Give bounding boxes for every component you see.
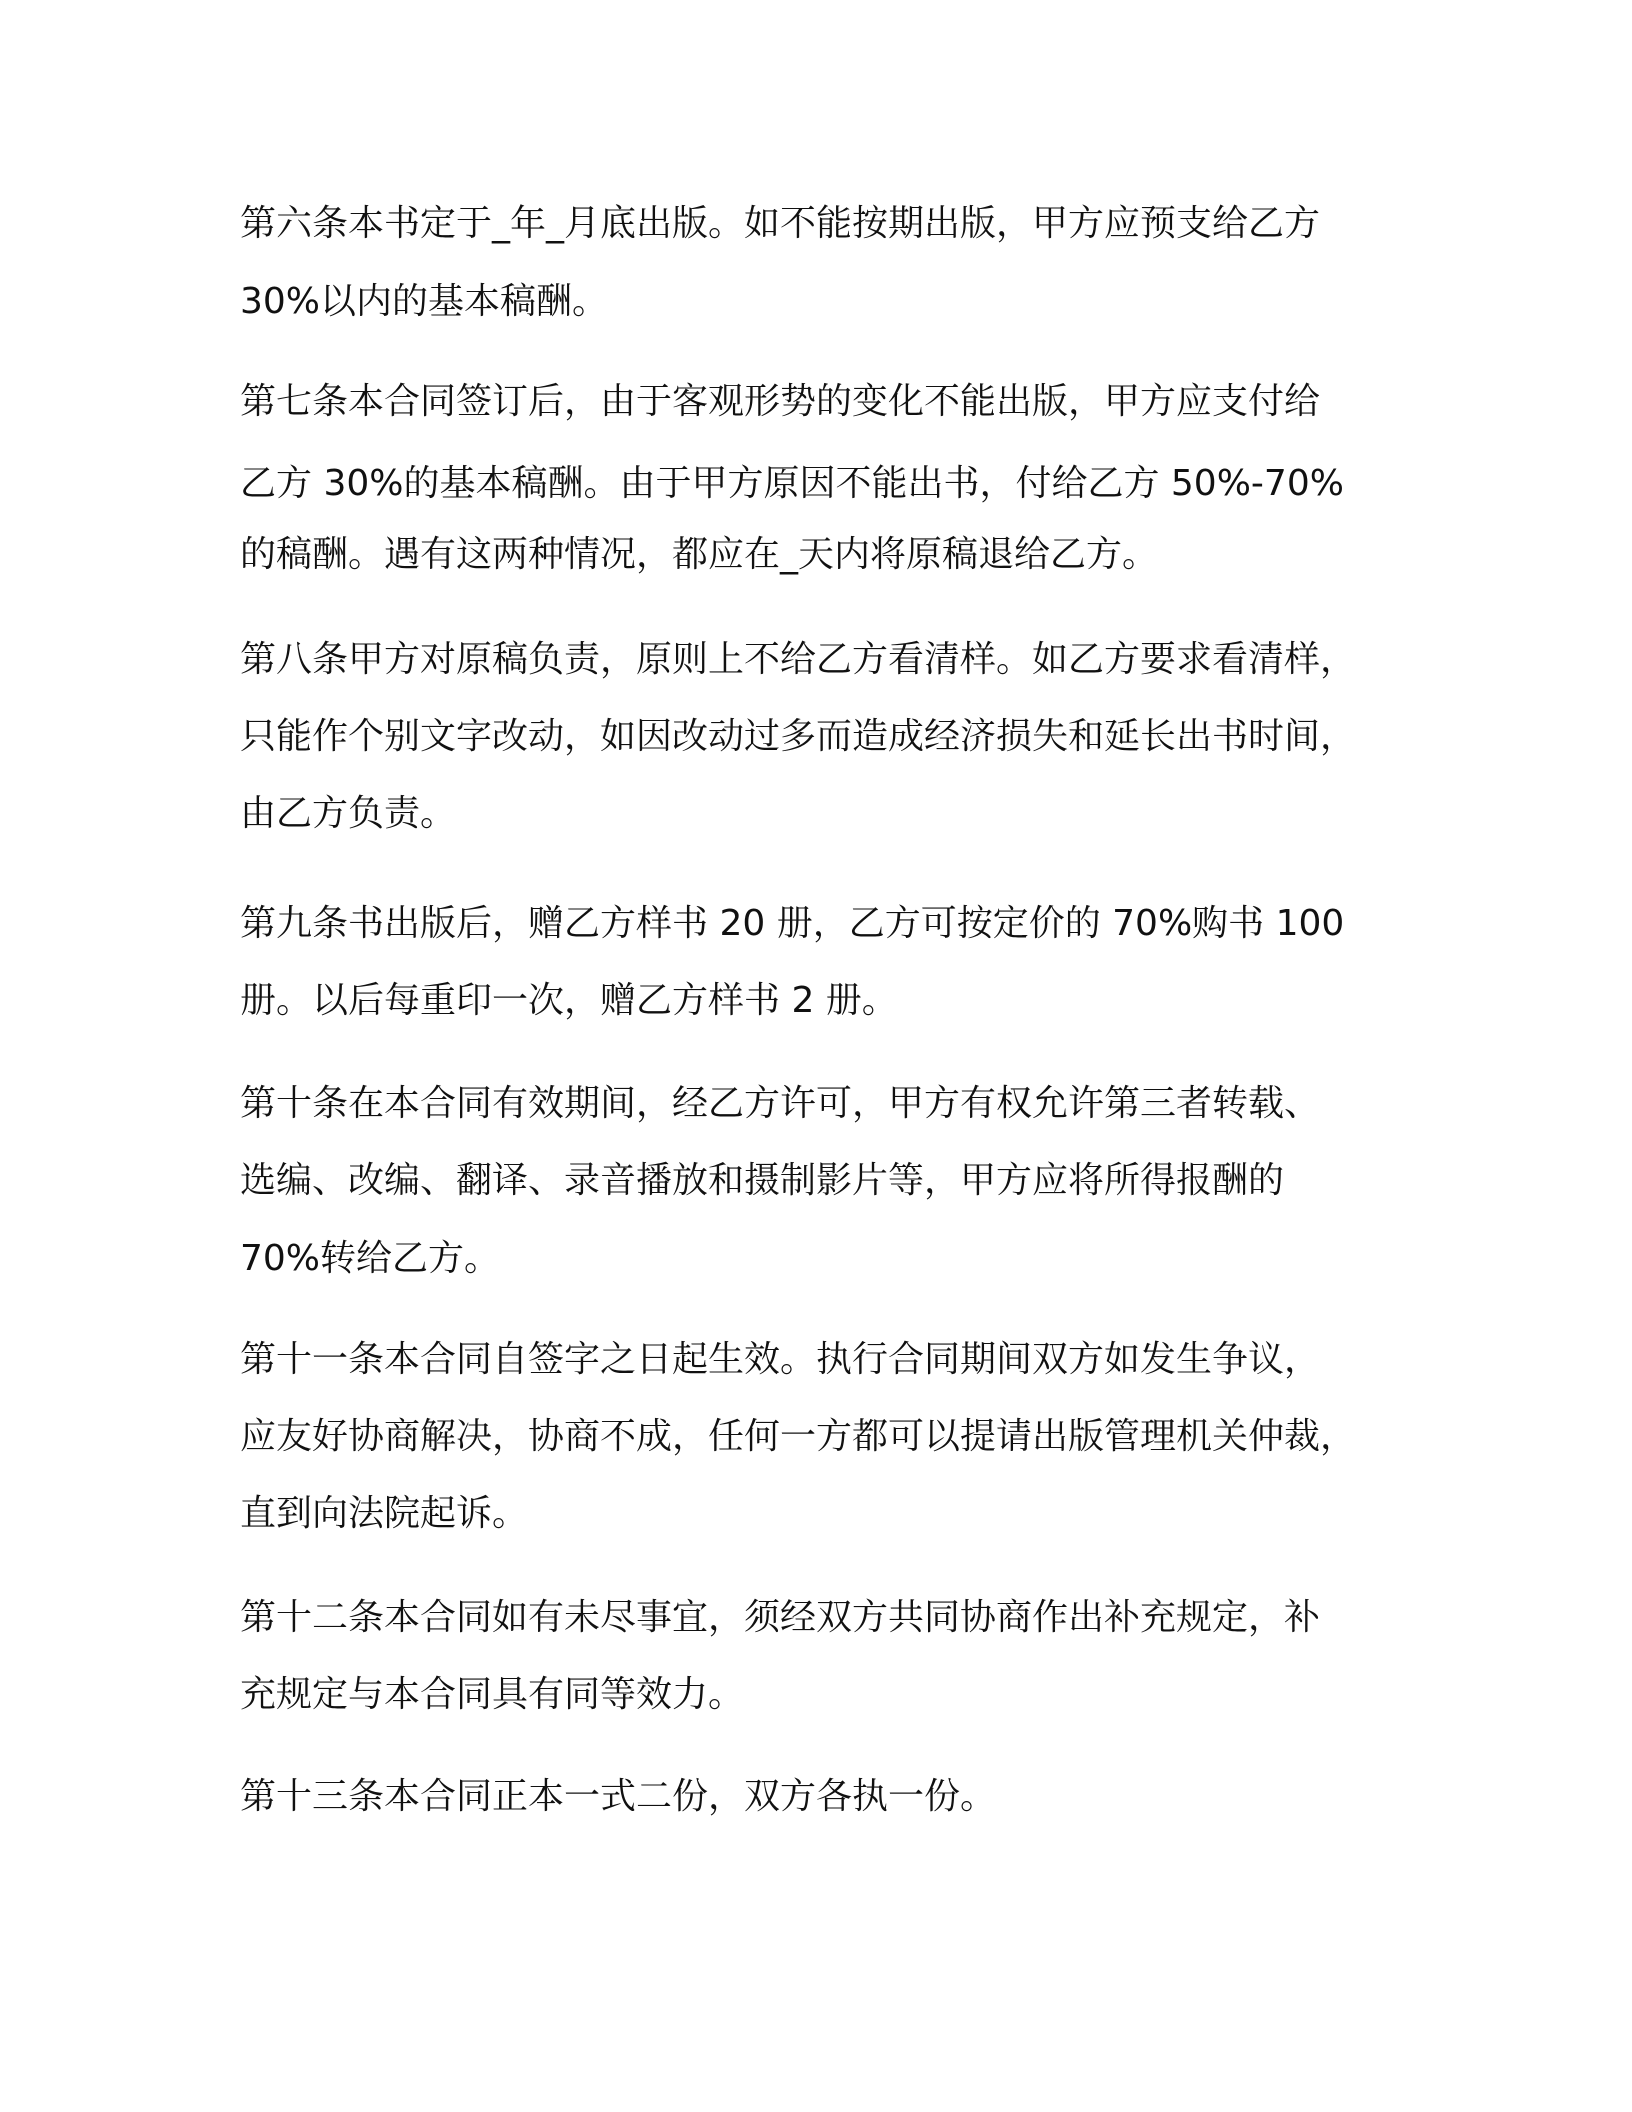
article-11-line-2: 应友好协商解决，协商不成，任何一方都可以提请出版管理机关仲裁， [240,1416,1357,1457]
article-8-line-2: 只能作个别文字改动，如因改动过多而造成经济损失和延长出书时间， [240,716,1357,757]
article-11-line-3: 直到向法院起诉。 [240,1493,529,1534]
article-6-line-1: 第六条本书定于_年_月底出版。如不能按期出版，甲方应预支给乙方 [240,203,1321,244]
article-7-line-2: 乙方 30%的基本稿酬。由于甲方原因不能出书，付给乙方 50%-70% [240,463,1344,504]
article-7-line-1: 第七条本合同签订后，由于客观形势的变化不能出版，甲方应支付给 [240,381,1321,422]
article-13-line-1: 第十三条本合同正本一式二份，双方各执一份。 [240,1776,997,1817]
article-8-line-3: 由乙方负责。 [240,793,457,834]
article-6-line-2: 30%以内的基本稿酬。 [240,281,609,322]
article-10-line-1: 第十条在本合同有效期间，经乙方许可，甲方有权允许第三者转载、 [240,1083,1321,1124]
article-12-line-2: 充规定与本合同具有同等效力。 [240,1674,745,1715]
article-12-line-1: 第十二条本合同如有未尽事宜，须经双方共同协商作出补充规定，补 [240,1597,1321,1638]
article-8-line-1: 第八条甲方对原稿负责，原则上不给乙方看清样。如乙方要求看清样， [240,639,1357,680]
article-10-line-3: 70%转给乙方。 [240,1238,501,1279]
article-7-line-3: 的稿酬。遇有这两种情况，都应在_天内将原稿退给乙方。 [240,534,1159,575]
article-11-line-1: 第十一条本合同自签字之日起生效。执行合同期间双方如发生争议， [240,1339,1321,1380]
article-10-line-2: 选编、改编、翻译、录音播放和摄制影片等，甲方应将所得报酬的 [240,1160,1285,1201]
article-9-line-1: 第九条书出版后，赠乙方样书 20 册，乙方可按定价的 70%购书 100 [240,903,1345,944]
article-9-line-2: 册。以后每重印一次，赠乙方样书 2 册。 [240,980,898,1021]
